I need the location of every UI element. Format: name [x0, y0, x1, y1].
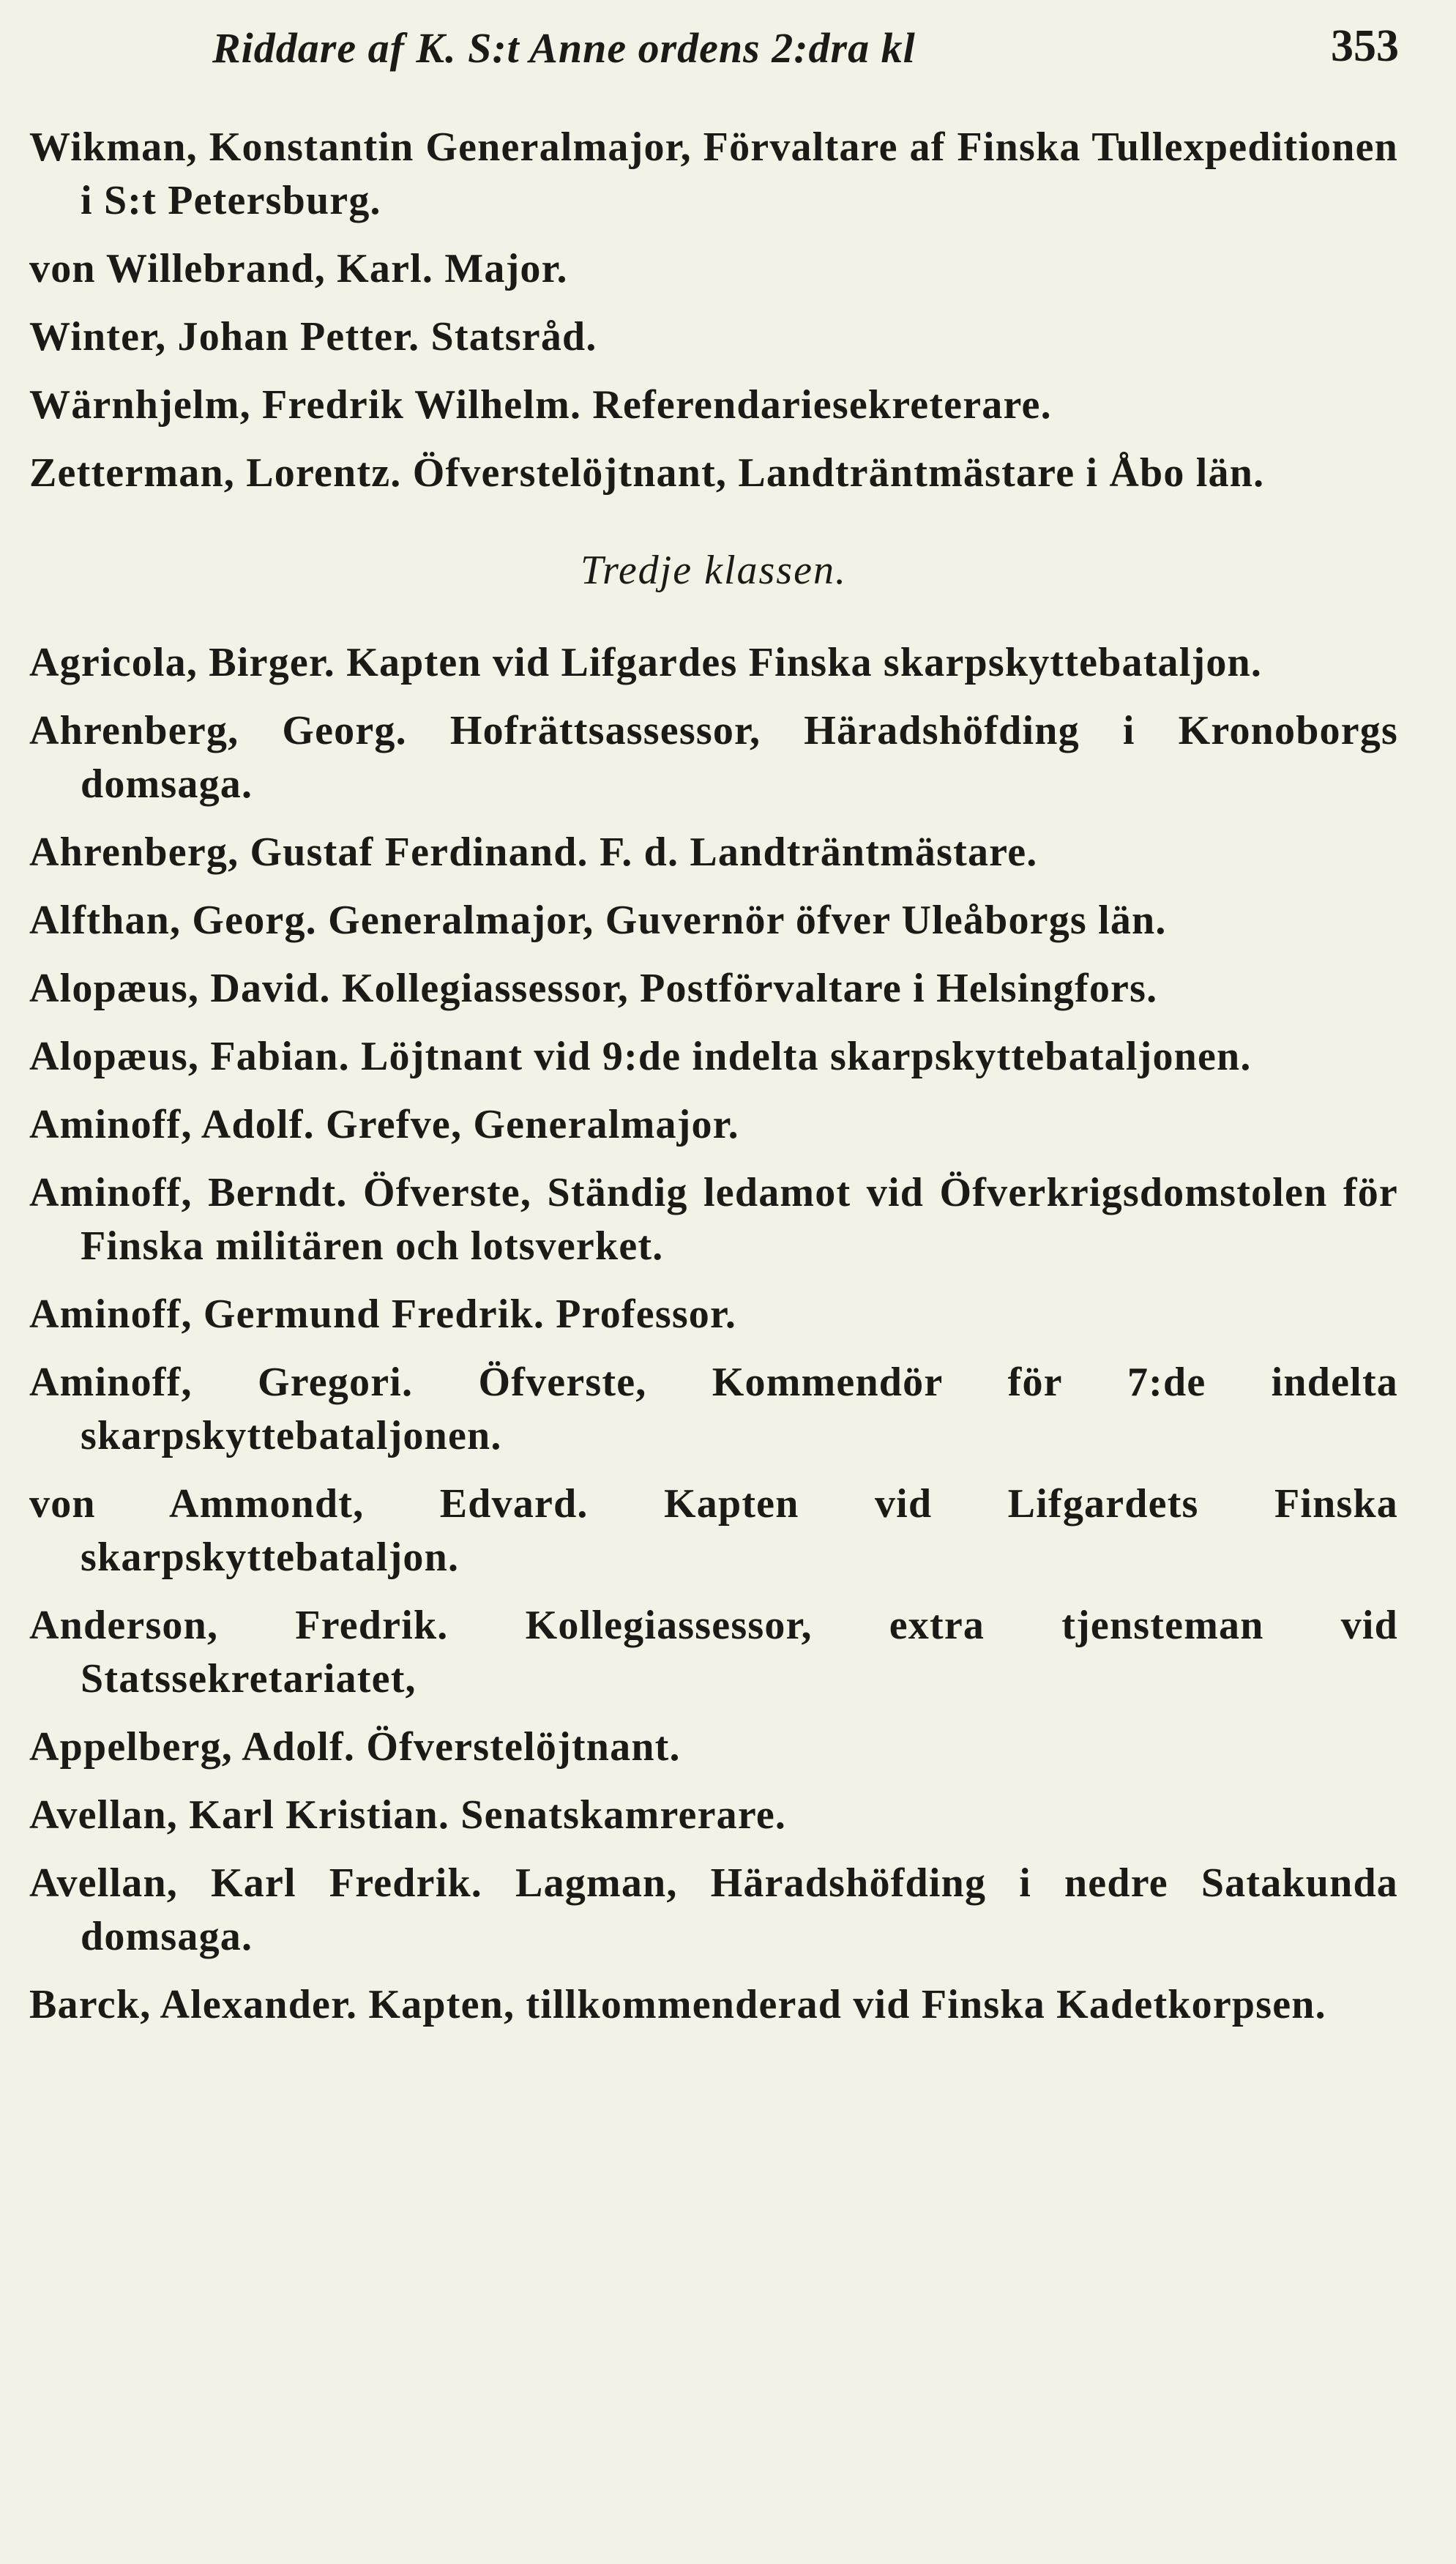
list-item: [29, 1166, 1398, 1273]
entry-description: Senatskamrerare.: [460, 1792, 787, 1838]
entry-description: Kollegiassessor, extra tjensteman vid Statssekretariatet,: [81, 1603, 1398, 1702]
entry-description: Öfverste, Ständig ledamot vid Öfverkrigsdomstolen för Finska militären och lotsverket.: [81, 1170, 1398, 1269]
entry-name: Aminoff, Germund Fredrik.: [29, 1292, 556, 1337]
section-heading: Tredje klassen.: [580, 548, 847, 593]
entry-name: Avellan, Karl Kristian.: [29, 1792, 461, 1838]
list-item: [29, 704, 1398, 811]
entry-name: Aminoff, Gregori.: [29, 1360, 479, 1405]
entry-name: Alopæus, Fabian.: [29, 1034, 361, 1079]
entry-name: Alfthan, Georg.: [29, 898, 329, 943]
entry-list: [29, 121, 1398, 2046]
entry-description: Major.: [444, 246, 568, 291]
list-item: [29, 1288, 1398, 1341]
entry-name: Winter, Johan Petter.: [29, 314, 431, 359]
entry-name: Ahrenberg, Georg.: [29, 708, 450, 753]
entry-name: von Willebrand, Karl.: [29, 246, 445, 291]
entry-name: Agricola, Birger.: [29, 640, 347, 685]
running-title: Riddare af K. S:t Anne ordens 2:dra kl: [212, 24, 916, 72]
entry-name: von Ammondt, Edvard.: [29, 1481, 665, 1527]
entry-name: Aminoff, Adolf.: [29, 1102, 326, 1147]
list-item: [29, 1978, 1398, 2032]
entry-name: Barck, Alexander.: [29, 1982, 369, 2027]
entry-description: F. d. Landträntmästare.: [599, 830, 1038, 875]
list-item: [29, 1857, 1398, 1964]
list-item: [29, 1098, 1398, 1152]
list-item: [29, 636, 1398, 690]
entry-description: Generalmajor, Förvaltare af Finska Tullexpeditionen i S:t Petersburg.: [81, 124, 1398, 223]
entry-description: Grefve, Generalmajor.: [326, 1102, 739, 1147]
entry-name: Anderson, Fredrik.: [29, 1603, 526, 1648]
list-item: [29, 962, 1398, 1015]
entry-description: Löjtnant vid 9:de indelta skarpskyttebataljonen.: [360, 1034, 1252, 1079]
list-item: [29, 310, 1398, 364]
list-item: [29, 1477, 1398, 1584]
list-item: [29, 1721, 1398, 1774]
entry-description: Kollegiassessor, Postförvaltare i Helsingfors.: [341, 966, 1158, 1011]
entry-name: Ahrenberg, Gustaf Ferdinand.: [29, 830, 600, 875]
list-item: [29, 1356, 1398, 1463]
list-item: [29, 121, 1398, 228]
entry-description: Kapten vid Lifgardets Finska skarpskyttebataljon.: [81, 1481, 1398, 1580]
list-item: [29, 447, 1398, 500]
running-header: [0, 16, 1456, 82]
entry-name: Wärnhjelm, Fredrik Wilhelm.: [29, 382, 593, 428]
entry-name: Wikman, Konstantin: [29, 124, 426, 170]
entry-description: Öfverstelöjtnant.: [366, 1724, 681, 1770]
entry-description: Statsråd.: [430, 314, 597, 359]
list-item: [29, 1789, 1398, 1842]
list-item: [29, 1599, 1398, 1706]
entry-description: Kapten vid Lifgardes Finska skarpskyttebataljon.: [346, 640, 1263, 685]
entry-description: Öfverste, Kommendör för 7:de indelta skarpskyttebataljonen.: [81, 1360, 1398, 1458]
entry-description: Öfverstelöjtnant, Landträntmästare i Åbo län.: [412, 450, 1265, 496]
list-item: [29, 379, 1398, 432]
entry-description: Hofrättsassessor, Häradshöfding i Kronoborgs domsaga.: [81, 708, 1398, 807]
list-item: [29, 826, 1398, 879]
entry-name: Aminoff, Berndt.: [29, 1170, 364, 1215]
page-number: 353: [1331, 21, 1399, 71]
list-item: [29, 242, 1398, 296]
list-item: [29, 1030, 1398, 1084]
entry-description: Referendariesekreterare.: [592, 382, 1052, 428]
entry-description: Generalmajor, Guvernör öfver Uleåborgs län.: [328, 898, 1167, 943]
entry-description: Kapten, tillkommenderad vid Finska Kadetkorpsen.: [368, 1982, 1326, 2027]
entry-description: Professor.: [556, 1292, 737, 1337]
entry-name: Avellan, Karl Fredrik.: [29, 1860, 516, 1906]
entry-description: Lagman, Häradshöfding i nedre Satakunda domsaga.: [81, 1860, 1398, 1959]
entry-name: Zetterman, Lorentz.: [29, 450, 413, 496]
list-item: [29, 894, 1398, 947]
entry-name: Appelberg, Adolf.: [29, 1724, 367, 1770]
entry-name: Alopæus, David.: [29, 966, 342, 1011]
